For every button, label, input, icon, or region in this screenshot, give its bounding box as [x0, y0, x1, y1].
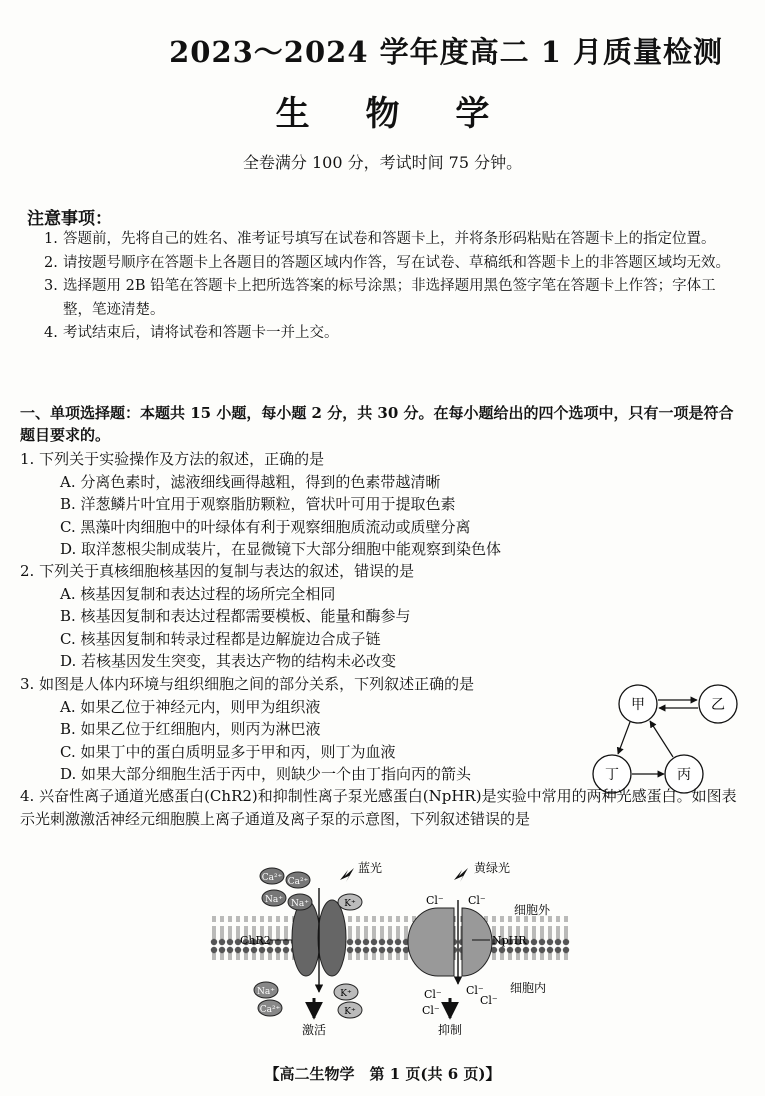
exam-title: 2023～2024 学年度高二 1 月质量检测	[169, 35, 723, 69]
blue-light-bolt-icon	[340, 868, 354, 882]
subject-title: 生 物 学	[275, 94, 512, 134]
node-jia-label: 甲	[631, 697, 645, 713]
option-d: D. 取洋葱根尖制成装片，在显微镜下大部分细胞中能观察到染色体	[60, 540, 502, 558]
notice-text: 请按题号顺序在答题卡上各题目的答题区域内作答，写在试卷、草稿纸和答题卡上的非答题区域均无效。	[63, 254, 730, 271]
notice-item	[44, 275, 744, 322]
question-2	[20, 560, 740, 673]
inside-label: 细胞内	[510, 981, 547, 995]
inhibit-label: 抑制	[438, 1023, 463, 1037]
question-stem: 3. 如图是人体内环境与组织细胞之间的部分关系，下列叙述正确的是	[20, 675, 475, 693]
option-c: C. 如果丁中的蛋白质明显多于甲和丙，则丁为血液	[60, 742, 396, 761]
option-b: B. 洋葱鳞片叶宜用于观察脂肪颗粒，管状叶可用于提取色素	[60, 495, 456, 513]
notice-text: 考试结束后，请将试卷和答题卡一并上交。	[63, 325, 339, 341]
ion-cl-label: Cl⁻	[466, 984, 484, 997]
question-1	[20, 448, 740, 561]
ion-cl-label: Cl⁻	[422, 1004, 440, 1017]
notice-list	[44, 228, 744, 346]
question-stem: 2. 下列关于真核细胞核基因的复制与表达的叙述，错误的是	[20, 562, 415, 580]
ion-cl-label: Cl⁻	[480, 994, 498, 1007]
arrow-jia-ding	[618, 722, 630, 754]
node-yi-label: 乙	[711, 697, 725, 713]
question-stem: 1. 下列关于实验操作及方法的叙述，正确的是	[20, 450, 325, 468]
nphr-label: NpHR	[492, 934, 527, 947]
ion-cl-label: Cl⁻	[424, 988, 442, 1001]
ion-na-label: Na⁺	[257, 987, 275, 997]
notice-item	[44, 252, 744, 276]
ion-na-label: Na⁺	[291, 899, 309, 909]
notice-item	[44, 322, 744, 346]
ion-cl-label: Cl⁻	[426, 894, 444, 907]
yellow-green-light-label: 黄绿光	[474, 861, 511, 875]
ion-k-label: K⁺	[344, 899, 356, 909]
blue-light-label: 蓝光	[358, 861, 383, 875]
section-text: 一、单项选择题：本题共 15 小题，每小题 2 分，共 30 分。在每小题给出的四个选项中，只有一项是符合题目要求的。	[20, 404, 734, 444]
notice-num: 2.	[44, 254, 58, 271]
option-a: A. 如果乙位于神经元内，则甲为组织液	[60, 697, 321, 716]
option-a: A. 核基因复制和表达过程的场所完全相同	[60, 584, 336, 603]
option-d: D. 若核基因发生突变，其表达产物的结构未必改变	[60, 652, 397, 670]
option-a: A. 分离色素时，滤液细线画得越粗，得到的色素带越清晰	[60, 472, 441, 491]
outside-label: 细胞外	[514, 903, 551, 917]
option-c: C. 核基因复制和转录过程都是边解旋边合成子链	[60, 629, 381, 648]
question-stem: 4. 兴奋性离子通道光感蛋白(ChR2)和抑制性离子泵光感蛋白(NpHR)是实验中常用的两种光感蛋白。如图表示光刺激激活神经元细胞膜上离子通道及离子泵的示意图，下列叙述错误的是	[20, 787, 737, 828]
chr2-channel-right	[318, 900, 346, 976]
option-d: D. 如果大部分细胞生活于丙中，则缺少一个由丁指向丙的箭头	[60, 765, 472, 783]
arrow-bing-jia	[650, 721, 673, 757]
membrane-diagram	[210, 858, 570, 1038]
option-b: B. 如果乙位于红细胞内，则丙为淋巴液	[60, 720, 321, 738]
ion-ca-label: Ca²⁺	[259, 1005, 281, 1015]
ion-k-label: K⁺	[340, 989, 352, 999]
option-c: C. 黑藻叶肉细胞中的叶绿体有利于观察细胞质流动或质壁分离	[60, 517, 471, 536]
ion-ca-label: Ca²⁺	[287, 877, 309, 887]
exam-meta: 全卷满分 100 分，考试时间 75 分钟。	[242, 153, 523, 172]
yellow-light-bolt-icon	[454, 868, 468, 882]
notice-text: 答题前，先将自己的姓名、准考证号填写在试卷和答题卡上，并将条形码粘贴在答题卡上的指定位置。	[63, 231, 716, 247]
body-fluid-diagram	[590, 676, 740, 796]
notice-item	[44, 228, 744, 252]
page-footer: 【高二生物学 第 1 页(共 6 页)】	[264, 1065, 501, 1083]
notice-num: 3.	[44, 278, 58, 294]
ion-ca-label: Ca²⁺	[261, 873, 283, 883]
notice-num: 4.	[44, 325, 58, 341]
option-b: B. 核基因复制和表达过程都需要模板、能量和酶参与	[60, 607, 411, 625]
notice-title: 注意事项：	[27, 209, 112, 229]
question-3	[20, 673, 580, 786]
ion-k-label: K⁺	[344, 1007, 356, 1017]
notice-num: 1.	[44, 231, 58, 247]
node-ding-label: 丁	[605, 767, 619, 783]
chr2-channel-left	[292, 900, 320, 976]
section-heading	[20, 402, 740, 446]
activate-label: 激活	[302, 1023, 327, 1037]
ion-cl-label: Cl⁻	[468, 894, 486, 907]
question-4	[20, 785, 740, 830]
notice-text: 选择题用 2B 铅笔在答题卡上把所选答案的标号涂黑；非选择题用黑色签字笔在答题卡上作答；字体工整，笔迹清楚。	[63, 278, 716, 318]
ion-na-label: Na⁺	[265, 895, 283, 905]
chr2-label: ChR2	[240, 934, 271, 947]
node-bing-label: 丙	[677, 767, 691, 783]
